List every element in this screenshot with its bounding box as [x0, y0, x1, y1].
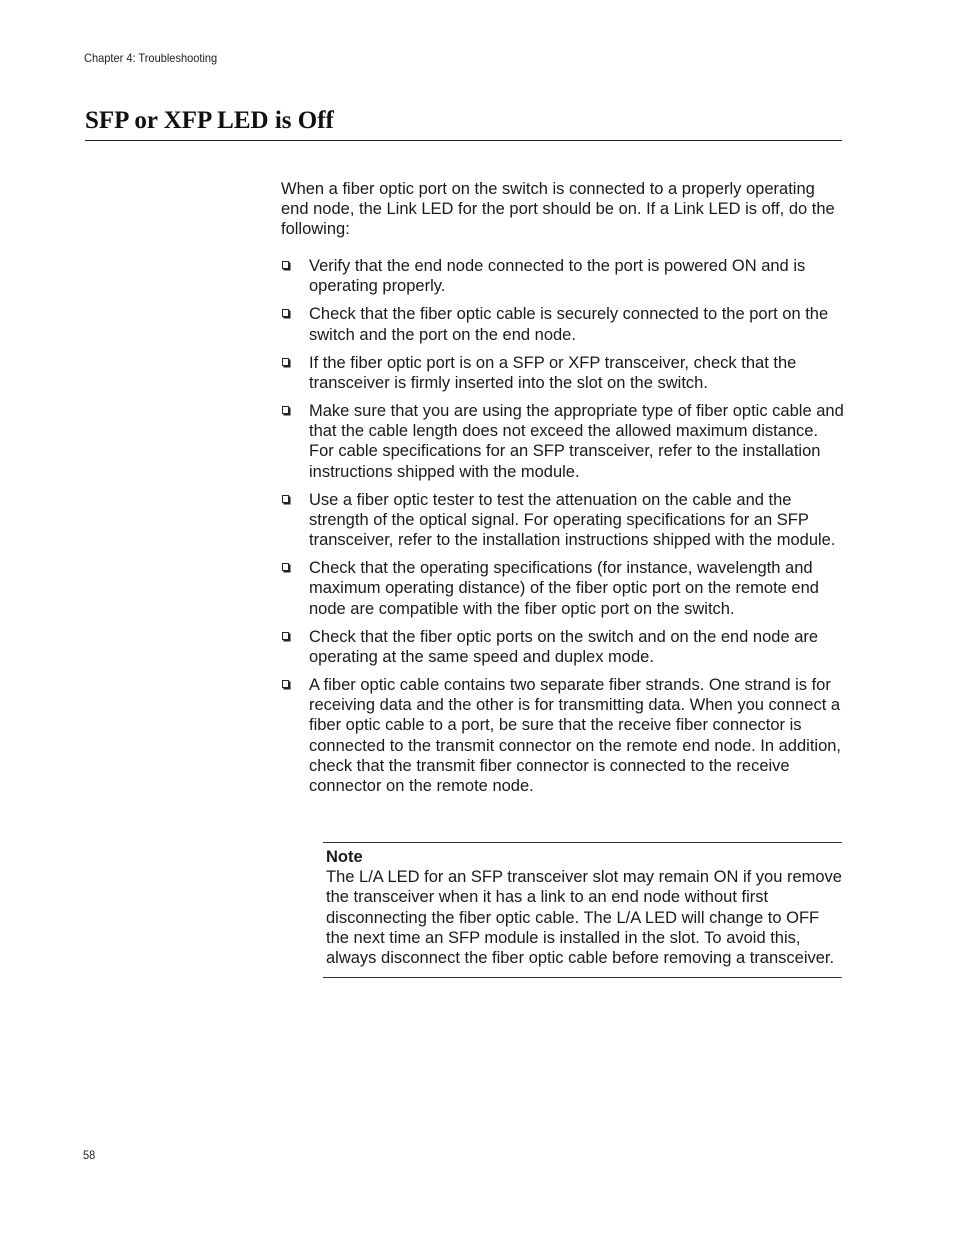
list-item-text: If the fiber optic port is on a SFP or XFP transceiver, check that the transceiver is firmly inserted into the slot on the switch. — [309, 353, 797, 392]
list-item — [281, 675, 846, 796]
note-box — [323, 842, 842, 978]
list-item — [281, 401, 846, 482]
list-item — [281, 627, 846, 667]
list-item-text: A fiber optic cable contains two separate fiber strands. One strand is for receiving data and the other is for transmitting data. When you connect a fiber optic cable to a port, be sure that the receive fiber connector is connected to the transmit connector on the remote end node. In addition, check that the transmit fiber connector is connected to the receive connector on the remote node. — [309, 675, 842, 795]
list-item — [281, 256, 846, 296]
list-item — [281, 353, 846, 393]
note-heading: Note — [326, 848, 363, 866]
square-bullet-icon — [282, 680, 289, 688]
page-number: 58 — [83, 1148, 96, 1162]
troubleshooting-steps-list — [281, 256, 846, 804]
list-item-text: Use a fiber optic tester to test the attenuation on the cable and the strength of the optical signal. For operating specifications for an SFP transceiver, refer to the installation instructions shipped with the module. — [309, 490, 836, 549]
list-item — [281, 490, 846, 551]
square-bullet-icon — [282, 358, 289, 366]
list-item-text: Check that the fiber optic cable is securely connected to the port on the switch and the port on the end node. — [309, 305, 829, 344]
list-item-text: Verify that the end node connected to the port is powered ON and is operating properly. — [309, 257, 806, 296]
square-bullet-icon — [282, 406, 289, 414]
square-bullet-icon — [282, 495, 289, 503]
list-item — [281, 558, 846, 619]
intro-paragraph: When a fiber optic port on the switch is connected to a properly operating end node, the Link LED for the port should be on. If a Link LED is off, do the following: — [281, 180, 835, 239]
list-item-text: Check that the fiber optic ports on the switch and on the end node are operating at the same speed and duplex mode. — [309, 627, 819, 666]
running-header: Chapter 4: Troubleshooting — [84, 51, 218, 65]
note-body: The L/A LED for an SFP transceiver slot may remain ON if you remove the transceiver when it has a link to an end node without first disconnecting the fiber optic cable. The L/A LED will change to OFF the next time an SFP module is installed in the slot. To avoid this, always disconnect the fiber optic cable before removing a transceiver. — [326, 868, 842, 968]
list-item-text: Check that the operating specifications (for instance, wavelength and maximum operating distance) of the fiber optic port on the remote end node are compatible with the fiber optic port on the switch. — [309, 559, 819, 618]
square-bullet-icon — [282, 563, 289, 571]
list-item-text: Make sure that you are using the appropriate type of fiber optic cable and that the cable length does not exceed the allowed maximum distance. For cable specifications for an SFP transceiver, refer to the installation instructions shipped with the module. — [309, 401, 844, 481]
list-item — [281, 304, 846, 344]
title-divider — [85, 140, 842, 141]
square-bullet-icon — [282, 261, 289, 269]
square-bullet-icon — [282, 632, 289, 640]
section-title: SFP or XFP LED is Off — [85, 107, 334, 134]
square-bullet-icon — [282, 309, 289, 317]
